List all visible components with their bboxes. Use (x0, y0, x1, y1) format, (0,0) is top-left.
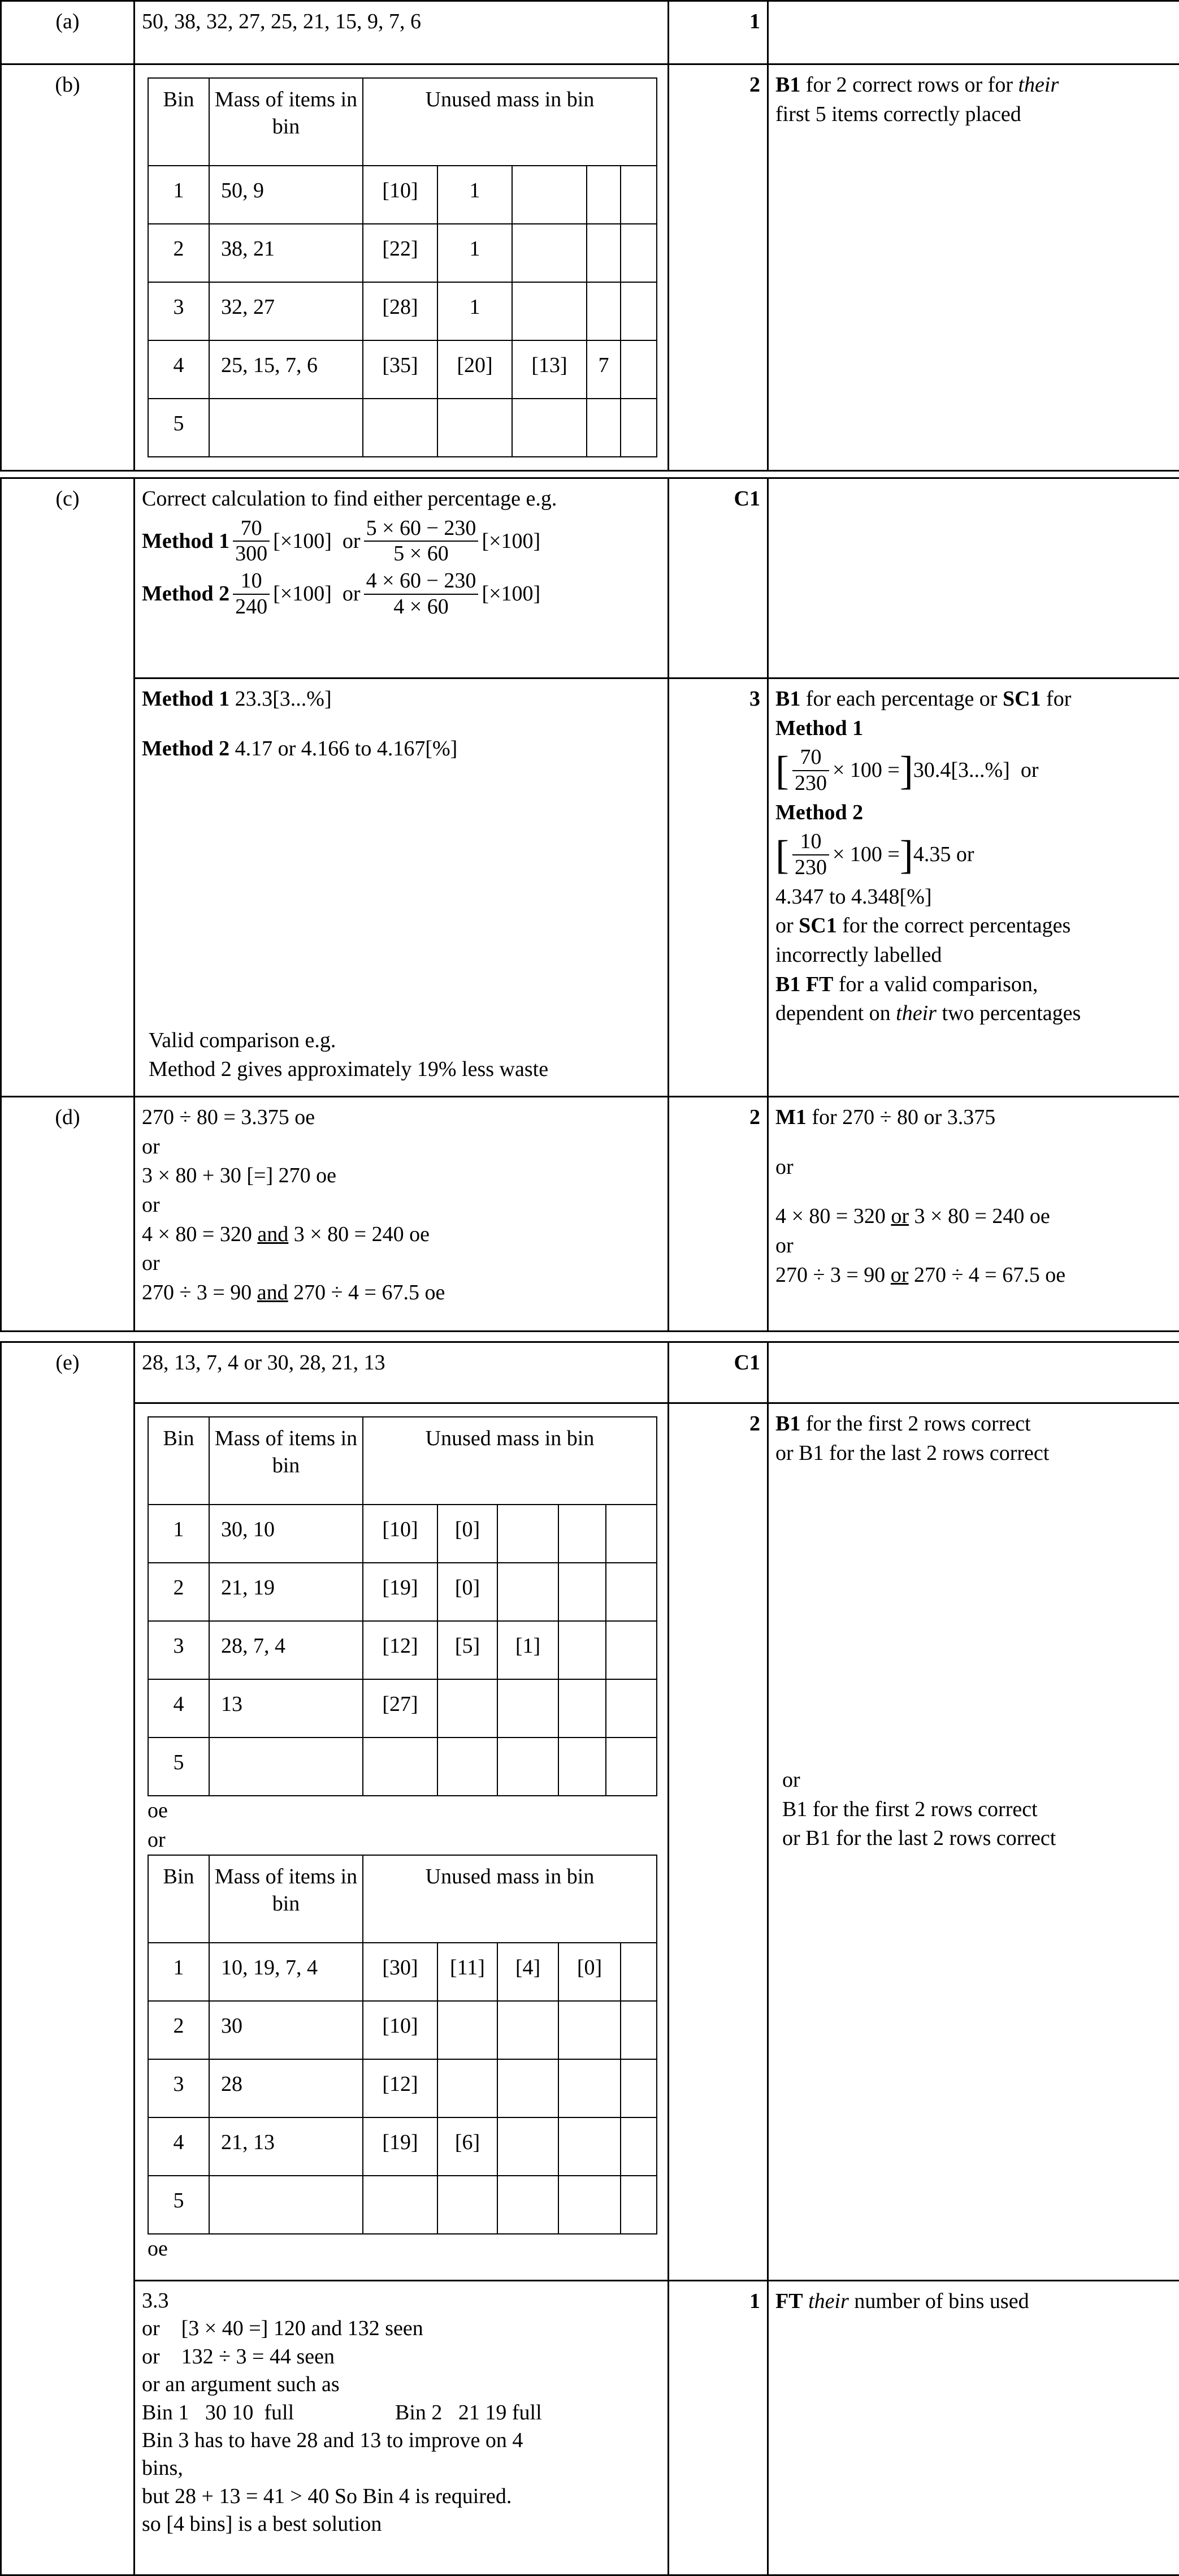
header-unused: Unused mass in bin (363, 1855, 657, 1943)
header-bin: Bin (148, 78, 209, 166)
bin-mass: 28 (209, 2059, 363, 2117)
mark-b: 2 (669, 64, 768, 471)
unused-cell: 1 (437, 166, 512, 224)
bin-mass: 38, 21 (209, 224, 363, 282)
unused-cell: [4] (497, 1943, 558, 2001)
unused-cell (621, 282, 657, 340)
table-row (148, 282, 657, 340)
valid-comparison-example: Method 2 gives approximately 19% less waste (149, 1057, 549, 1082)
denominator: 4 × 60 (393, 594, 449, 619)
part-label-d: (d) (1, 1097, 135, 1332)
unused-cell (497, 1737, 558, 1796)
unused-cell: [5] (437, 1621, 497, 1679)
guidance-text: 3 × 80 = 240 oe (909, 1204, 1050, 1229)
left-bracket: [ (775, 832, 789, 878)
answer-line: Bin 3 has to have 28 and 13 to improve on 4 (142, 2428, 523, 2452)
numerator: 4 × 60 − 230 (364, 569, 479, 595)
block-a-b (0, 0, 1179, 472)
answer-d (135, 1097, 669, 1332)
guidance-text: for each percentage or (800, 687, 1003, 711)
unused-cell (512, 282, 587, 340)
unused-cell (558, 2176, 621, 2234)
bin-mass: 13 (209, 1679, 363, 1737)
bin-number: 3 (148, 2059, 209, 2117)
right-bracket: ] (899, 748, 913, 794)
table-row (148, 1737, 657, 1796)
method2-line (142, 569, 661, 619)
unused-cell (437, 2001, 497, 2059)
denominator: 5 × 60 (393, 542, 449, 566)
valid-comparison: Valid comparison e.g. (149, 1028, 336, 1052)
their-text: their (808, 2289, 849, 2313)
guidance-b-their: their (1018, 73, 1059, 97)
mark-d: 2 (669, 1097, 768, 1332)
unused-cell (587, 282, 621, 340)
method1-label: Method 1 (142, 687, 230, 711)
unused-cell (558, 1563, 606, 1621)
unused-cell: 7 (587, 340, 621, 399)
unused-cell: [10] (363, 2001, 437, 2059)
right-bracket: ] (899, 832, 913, 878)
block-e (0, 1341, 1179, 2576)
unused-cell (497, 2059, 558, 2117)
unused-cell: [10] (363, 1505, 437, 1563)
their-text: their (896, 1001, 937, 1026)
unused-cell (497, 2117, 558, 2176)
unused-cell (621, 399, 657, 457)
method1-label: Method 1 (142, 529, 230, 553)
unused-cell (587, 224, 621, 282)
unused-cell: [22] (363, 224, 437, 282)
method1-value: 23.3[3...%] (229, 687, 332, 711)
table-row (148, 224, 657, 282)
unused-cell: [28] (363, 282, 437, 340)
guidance-text: for 270 ÷ 80 or 3.375 (806, 1105, 996, 1129)
unused-cell: [0] (437, 1505, 497, 1563)
unused-cell: [30] (363, 1943, 437, 2001)
unused-cell (512, 166, 587, 224)
left-bracket: [ (775, 748, 789, 794)
guidance-text: 270 ÷ 4 = 67.5 oe (908, 1263, 1066, 1287)
bin-number: 2 (148, 224, 209, 282)
answer-line: but 28 + 13 = 41 > 40 So Bin 4 is required. (142, 2484, 512, 2508)
guidance-text: or B1 for the last 2 rows correct (775, 1441, 1050, 1465)
bin-mass: 10, 19, 7, 4 (209, 1943, 363, 2001)
answer-line: so [4 bins] is a best solution (142, 2512, 382, 2536)
denominator: 230 (794, 855, 827, 880)
answer-line: Bin 2 21 19 full (395, 2400, 542, 2424)
unused-cell: [12] (363, 1621, 437, 1679)
unused-cell (437, 2059, 497, 2117)
guidance-value: 30.4[3...%] (913, 758, 1010, 783)
mark-c2: 3 (669, 678, 768, 1097)
table-row (148, 1943, 657, 2001)
guidance-c1 (768, 478, 1179, 678)
or-text: or (775, 1155, 794, 1179)
answer-e2 (135, 1403, 669, 2281)
unused-cell (558, 1737, 606, 1796)
fraction (364, 569, 479, 619)
unused-cell (558, 2059, 621, 2117)
answer-line: Bin 1 30 10 full (142, 2400, 294, 2424)
unused-cell (497, 1679, 558, 1737)
guidance-text: for a valid comparison, (833, 972, 1038, 996)
bin-number: 4 (148, 2117, 209, 2176)
bin-number: 5 (148, 2176, 209, 2234)
or-text: or (342, 581, 361, 606)
unused-cell (558, 1679, 606, 1737)
guidance-text: or B1 for the last 2 rows correct (782, 1826, 1056, 1851)
guidance-range: 4.347 to 4.348[%] (775, 884, 932, 909)
mark-e3: 1 (669, 2281, 768, 2575)
bin-number: 1 (148, 1943, 209, 2001)
unused-cell: [12] (363, 2059, 437, 2117)
or-text: or (1020, 758, 1039, 783)
answer-c-result (135, 678, 669, 1097)
calc-intro: Correct calculation to find either percentage e.g. (142, 487, 557, 511)
unused-cell (606, 1737, 657, 1796)
header-mass: Mass of items in bin (209, 1855, 363, 1943)
part-label-a: (a) (1, 1, 135, 64)
table-row (148, 166, 657, 224)
guidance-text: for the correct percentages (836, 914, 1071, 938)
code-sc1: SC1 (1002, 687, 1041, 711)
unused-cell (558, 1505, 606, 1563)
unused-cell (606, 1505, 657, 1563)
unused-cell: [1] (497, 1621, 558, 1679)
oe-text: oe (148, 2237, 168, 2261)
unused-cell (497, 1505, 558, 1563)
guidance-c2 (768, 678, 1179, 1097)
fraction (792, 829, 829, 880)
table-row (148, 1621, 657, 1679)
unused-cell (497, 2001, 558, 2059)
oe-text: oe (148, 1799, 168, 1822)
mark-c1: C1 (669, 478, 768, 678)
bin-mass: 25, 15, 7, 6 (209, 340, 363, 399)
guidance-b-code: B1 (775, 73, 801, 97)
bin-number: 5 (148, 399, 209, 457)
unused-cell: [27] (363, 1679, 437, 1737)
guidance-text: for the first 2 rows correct (800, 1412, 1031, 1436)
unused-cell (621, 166, 657, 224)
guidance-e3 (768, 2281, 1179, 2575)
bin-mass: 30, 10 (209, 1505, 363, 1563)
bin-number: 4 (148, 1679, 209, 1737)
or-text: or (142, 1251, 160, 1276)
unused-cell (621, 2117, 657, 2176)
bin-number: 2 (148, 2001, 209, 2059)
unused-cell: [6] (437, 2117, 497, 2176)
answer-line: 3 × 80 + 30 [=] 270 oe (142, 1164, 336, 1188)
answer-line: bins, (142, 2456, 183, 2480)
times-100: [×100] (273, 529, 332, 553)
bin-mass: 32, 27 (209, 282, 363, 340)
unused-cell (558, 2001, 621, 2059)
bin-number: 3 (148, 282, 209, 340)
unused-cell (512, 224, 587, 282)
unused-cell: 1 (437, 282, 512, 340)
bin-mass: 50, 9 (209, 166, 363, 224)
method1-line (142, 516, 661, 567)
guidance-text: for (1041, 687, 1072, 711)
unused-cell: [19] (363, 2117, 437, 2176)
unused-cell: [20] (437, 340, 512, 399)
answer-b (135, 64, 669, 471)
bin-number: 3 (148, 1621, 209, 1679)
unused-cell (606, 1679, 657, 1737)
bin-mass: 21, 13 (209, 2117, 363, 2176)
unused-cell (497, 2176, 558, 2234)
table-row (148, 2176, 657, 2234)
guidance-e1 (768, 1342, 1179, 1403)
bin-number: 4 (148, 340, 209, 399)
times-text: × 100 = (832, 758, 900, 783)
method2-value: 4.17 or 4.166 to 4.167[%] (229, 736, 458, 760)
guidance-method1-calc (775, 745, 1172, 796)
answer-line: 270 ÷ 4 = 67.5 oe (288, 1281, 445, 1305)
header-mass: Mass of items in bin (209, 78, 363, 166)
times-text: × 100 = (832, 842, 900, 867)
part-label-e: (e) (1, 1342, 135, 2575)
guidance-text: two percentages (936, 1001, 1081, 1026)
code-sc1: SC1 (799, 914, 837, 938)
guidance-text: dependent on (775, 1001, 896, 1026)
code-b1: B1 (775, 1412, 801, 1436)
times-100: [×100] (482, 581, 541, 606)
guidance-text: number of bins used (848, 2289, 1029, 2313)
unused-cell: [35] (363, 340, 437, 399)
denominator: 300 (235, 542, 268, 566)
mark-e1: C1 (669, 1342, 768, 1403)
guidance-text: B1 for the first 2 rows correct (782, 1797, 1038, 1821)
unused-cell (558, 2117, 621, 2176)
fraction (233, 569, 270, 619)
bin-mass: 28, 7, 4 (209, 1621, 363, 1679)
unused-cell (497, 1563, 558, 1621)
bin-number: 2 (148, 1563, 209, 1621)
table-row (148, 1505, 657, 1563)
guidance-text: 270 ÷ 3 = 90 (775, 1263, 891, 1287)
code-m1: M1 (775, 1105, 807, 1129)
unused-cell (558, 1621, 606, 1679)
method2-label: Method 2 (142, 581, 230, 606)
code-ft: FT (775, 2289, 803, 2313)
unused-cell: 1 (437, 224, 512, 282)
unused-cell (606, 1621, 657, 1679)
header-mass: Mass of items in bin (209, 1417, 363, 1505)
bin-mass: 30 (209, 2001, 363, 2059)
header-bin: Bin (148, 1855, 209, 1943)
or-text: or (775, 914, 799, 938)
method2-label: Method 2 (775, 800, 864, 824)
unused-cell: [19] (363, 1563, 437, 1621)
answer-line: or 132 ÷ 3 = 44 seen (142, 2344, 335, 2368)
unused-cell: [10] (363, 166, 437, 224)
unused-cell (621, 224, 657, 282)
unused-cell: [13] (512, 340, 587, 399)
guidance-b-text2: first 5 items correctly placed (775, 102, 1021, 126)
unused-cell (363, 2176, 437, 2234)
bin-number: 1 (148, 166, 209, 224)
unused-cell (621, 340, 657, 399)
table-row (148, 1563, 657, 1621)
numerator: 10 (233, 569, 270, 595)
unused-cell (621, 2001, 657, 2059)
fraction (233, 516, 270, 567)
answer-a: 50, 38, 32, 27, 25, 21, 15, 9, 7, 6 (135, 1, 669, 64)
code-b1-ft: B1 FT (775, 972, 834, 996)
guidance-b (768, 64, 1179, 471)
answer-line: 3 × 80 = 240 oe (288, 1222, 430, 1246)
unused-cell (621, 2059, 657, 2117)
guidance-a (768, 1, 1179, 64)
or-text: or (775, 1234, 794, 1258)
guidance-text: 4 × 80 = 320 (775, 1204, 891, 1229)
guidance-d (768, 1097, 1179, 1332)
fraction (364, 516, 479, 567)
guidance-b-text: for 2 correct rows or for (800, 73, 1018, 97)
denominator: 230 (794, 771, 827, 796)
bin-table-b (148, 77, 657, 457)
bin-table-e1 (148, 1416, 657, 1796)
unused-cell (363, 399, 437, 457)
table-row (148, 2059, 657, 2117)
guidance-method2-calc (775, 829, 1172, 880)
or-text: or (890, 1263, 909, 1287)
answer-line: or [3 × 40 =] 120 and 132 seen (142, 2316, 423, 2341)
or-text: or (148, 1827, 166, 1852)
or-text: or (342, 529, 361, 553)
unused-cell (606, 1563, 657, 1621)
bin-number: 1 (148, 1505, 209, 1563)
method1-label: Method 1 (775, 716, 864, 740)
table-row (148, 1679, 657, 1737)
answer-e1: 28, 13, 7, 4 or 30, 28, 21, 13 (135, 1342, 669, 1403)
table-row (148, 2117, 657, 2176)
unused-cell: [0] (437, 1563, 497, 1621)
answer-line: 270 ÷ 80 = 3.375 oe (142, 1105, 315, 1129)
fraction (792, 745, 829, 796)
answer-c-calc (135, 478, 669, 678)
bin-mass: 21, 19 (209, 1563, 363, 1621)
unused-cell: [11] (437, 1943, 497, 2001)
code-b1: B1 (775, 687, 801, 711)
table-row (148, 340, 657, 399)
header-bin: Bin (148, 1417, 209, 1505)
unused-cell (437, 1679, 497, 1737)
header-unused: Unused mass in bin (363, 78, 657, 166)
or-text: or (782, 1768, 800, 1792)
block-c-d (0, 477, 1179, 1332)
guidance-e2 (768, 1403, 1179, 2281)
unused-cell (437, 399, 512, 457)
table-row (148, 2001, 657, 2059)
bin-number: 5 (148, 1737, 209, 1796)
or-text: or (142, 1193, 160, 1217)
answer-e3 (135, 2281, 669, 2575)
table-row (148, 399, 657, 457)
denominator: 240 (235, 594, 268, 619)
unused-cell (621, 1943, 657, 2001)
unused-cell (512, 399, 587, 457)
bin-mass (209, 1737, 363, 1796)
part-label-b: (b) (1, 64, 135, 471)
guidance-text: incorrectly labelled (775, 943, 942, 967)
bin-mass (209, 399, 363, 457)
unused-cell (363, 1737, 437, 1796)
or-text: or (891, 1204, 909, 1229)
mark-e2: 2 (669, 1403, 768, 2281)
unused-cell: [0] (558, 1943, 621, 2001)
numerator: 70 (792, 745, 829, 771)
numerator: 5 × 60 − 230 (364, 516, 479, 542)
times-100: [×100] (273, 581, 332, 606)
unused-cell (621, 2176, 657, 2234)
bin-table-e2 (148, 1855, 657, 2234)
mark-a: 1 (669, 1, 768, 64)
unused-cell (437, 1737, 497, 1796)
bin-mass (209, 2176, 363, 2234)
numerator: 10 (792, 829, 829, 855)
times-100: [×100] (482, 529, 541, 553)
header-unused: Unused mass in bin (363, 1417, 657, 1505)
and-text: and (257, 1281, 288, 1305)
guidance-value: 4.35 or (913, 842, 974, 867)
and-text: and (257, 1222, 289, 1246)
unused-cell (587, 166, 621, 224)
or-text: or (142, 1134, 160, 1159)
answer-line: or an argument such as (142, 2372, 340, 2397)
numerator: 70 (233, 516, 270, 542)
unused-cell (437, 2176, 497, 2234)
answer-line: 270 ÷ 3 = 90 (142, 1281, 257, 1305)
unused-cell (587, 399, 621, 457)
answer-line: 4 × 80 = 320 (142, 1222, 258, 1246)
method2-label: Method 2 (142, 736, 230, 760)
part-label-c: (c) (1, 478, 135, 1097)
answer-line: 3.3 (142, 2289, 169, 2313)
